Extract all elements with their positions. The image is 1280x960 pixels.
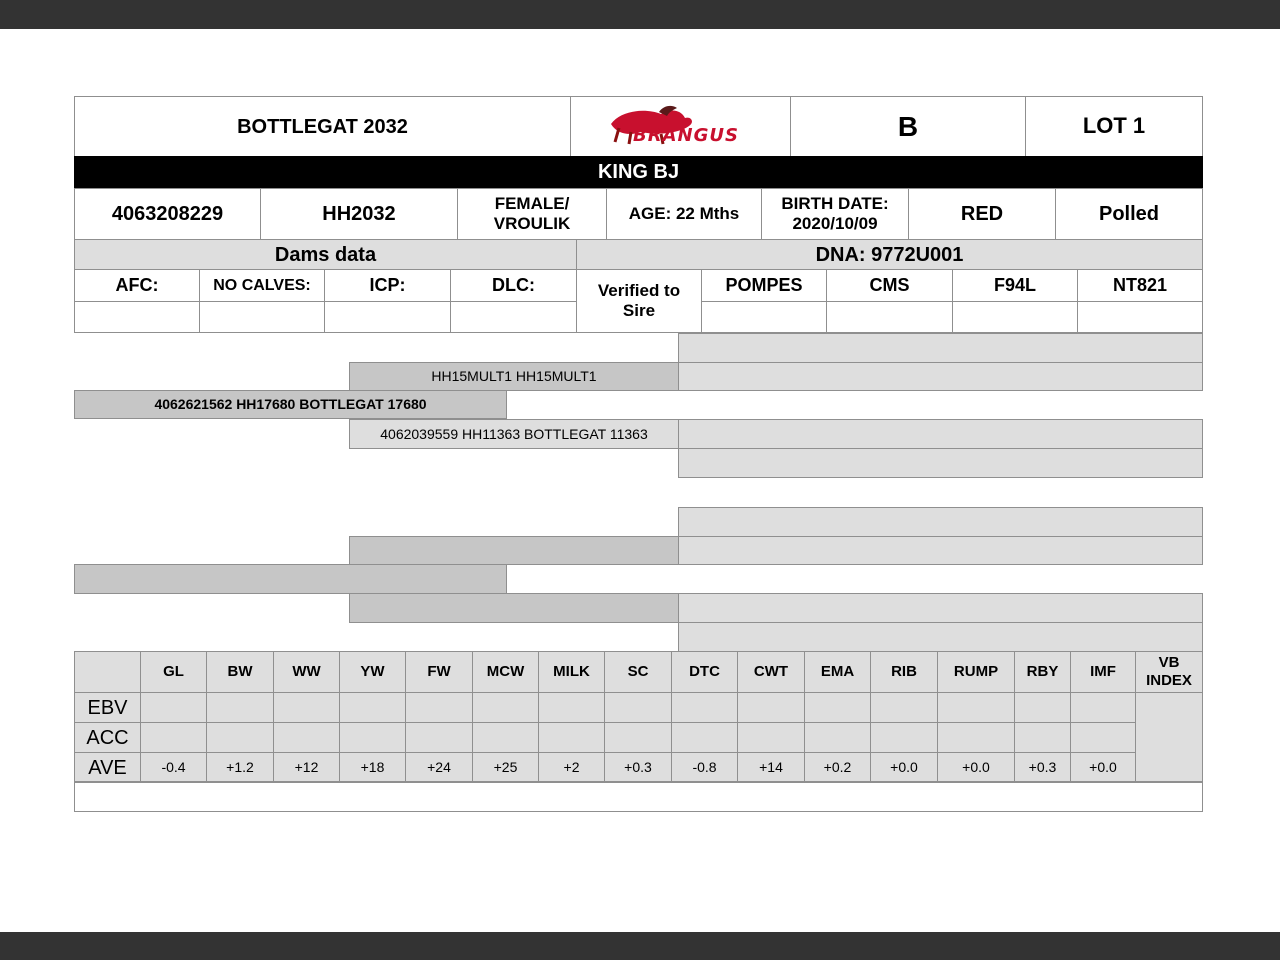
ebv-ave-yw: +18 [339,752,406,783]
ebv-ave-rump: +0.0 [937,752,1015,783]
ebv-ave-rby: +0.3 [1014,752,1071,783]
animal-name: BOTTLEGAT 2032 [74,96,571,157]
ebv-ave-rib: +0.0 [870,752,938,783]
ebv-header-milk: MILK [538,651,605,693]
class-letter: B [790,96,1026,157]
vb-index-line1: VB [1158,654,1180,671]
pedigree-dds [678,593,1203,623]
ebv-header-corner [74,651,141,693]
verified-line2: Sire [622,301,656,320]
ebv-ebv-ww [273,692,340,723]
vb-index-value [1135,692,1203,783]
ebv-ebv-rby [1014,692,1071,723]
ebv-ebv-sc [604,692,672,723]
ebv-acc-imf [1070,722,1136,753]
birth-date-label: BIRTH DATE: [781,193,889,213]
ebv-table-footer [74,781,1203,812]
animal-title: KING BJ [74,156,1203,188]
ebv-header-bw: BW [206,651,274,693]
dlc-value [450,301,577,333]
ebv-acc-rump [937,722,1015,753]
dna-header: DNA: 9772U001 [576,239,1203,270]
ebv-header-vb-index [1135,651,1203,693]
pedigree-dss [678,507,1203,537]
age: AGE: 22 Mths [606,188,762,240]
ebv-header-ww: WW [273,651,340,693]
ebv-header-mcw: MCW [472,651,539,693]
ebv-ave-dtc: -0.8 [671,752,738,783]
ebv-header-ema: EMA [804,651,871,693]
verified-to-sire [576,269,702,333]
ebv-row-label-ave: AVE [74,752,141,783]
ebv-ebv-rib [870,692,938,723]
bottom-bar [0,932,1280,960]
ebv-ave-gl: -0.4 [140,752,207,783]
vb-index-line2: INDEX [1146,672,1192,689]
icp-value [324,301,451,333]
brangus-logo [570,96,791,157]
ebv-ebv-imf [1070,692,1136,723]
f94l-value [952,301,1078,333]
nt821-label: NT821 [1077,269,1203,302]
ebv-ebv-ema [804,692,871,723]
ebv-header-fw: FW [405,651,473,693]
pedigree-dam-dam [349,593,679,623]
ebv-acc-gl [140,722,207,753]
sex-cell [457,188,607,240]
sex-line2: VROULIK [493,214,571,233]
ebv-header-rby: RBY [1014,651,1071,693]
lot-number: LOT 1 [1025,96,1203,157]
ebv-header-sc: SC [604,651,672,693]
ebv-ave-cwt: +14 [737,752,805,783]
ebv-acc-yw [339,722,406,753]
sex-line1: FEMALE/ [494,193,570,213]
ebv-header-imf: IMF [1070,651,1136,693]
pompes-label: POMPES [701,269,827,302]
ebv-acc-bw [206,722,274,753]
pedigree-sds [678,419,1203,449]
ebv-header-rump: RUMP [937,651,1015,693]
icp-label: ICP: [324,269,451,302]
ebv-header-yw: YW [339,651,406,693]
afc-value [74,301,200,333]
ebv-header-rib: RIB [870,651,938,693]
pedigree-dam [74,564,507,594]
ebv-ebv-bw [206,692,274,723]
ebv-row-label-ebv: EBV [74,692,141,723]
herd-number: HH2032 [260,188,458,240]
horn-status: Polled [1055,188,1203,240]
ebv-acc-ww [273,722,340,753]
pedigree-sdd [678,448,1203,478]
ebv-ave-milk: +2 [538,752,605,783]
ebv-ebv-dtc [671,692,738,723]
ebv-acc-rib [870,722,938,753]
ebv-acc-rby [1014,722,1071,753]
ebv-ebv-mcw [472,692,539,723]
ebv-ave-bw: +1.2 [206,752,274,783]
ebv-header-gl: GL [140,651,207,693]
ebv-acc-milk [538,722,605,753]
colour: RED [908,188,1056,240]
ebv-acc-sc [604,722,672,753]
dlc-label: DLC: [450,269,577,302]
pedigree-ssd [678,362,1203,391]
pedigree-ddd [678,622,1203,652]
pedigree-sire-sire: HH15MULT1 HH15MULT1 [349,362,679,391]
ebv-ave-ema: +0.2 [804,752,871,783]
nt821-value [1077,301,1203,333]
ebv-ave-imf: +0.0 [1070,752,1136,783]
verified-line1: Verified to [597,280,681,300]
cms-label: CMS [826,269,953,302]
ebv-ebv-yw [339,692,406,723]
pedigree-sire-dam: 4062039559 HH11363 BOTTLEGAT 11363 [349,419,679,449]
dams-data-header: Dams data [74,239,577,270]
birth-date-value: 2020/10/09 [792,214,878,233]
birth-date-cell [761,188,909,240]
ebv-acc-ema [804,722,871,753]
afc-label: AFC: [74,269,200,302]
animal-id: 4063208229 [74,188,261,240]
top-bar [0,0,1280,29]
ebv-acc-cwt [737,722,805,753]
ebv-ebv-milk [538,692,605,723]
logo-text: BRANGUS [633,125,739,146]
ebv-ebv-rump [937,692,1015,723]
ebv-ebv-gl [140,692,207,723]
f94l-label: F94L [952,269,1078,302]
ebv-header-cwt: CWT [737,651,805,693]
ebv-ave-fw: +24 [405,752,473,783]
ebv-acc-mcw [472,722,539,753]
ebv-row-label-acc: ACC [74,722,141,753]
ebv-acc-fw [405,722,473,753]
ebv-ave-sc: +0.3 [604,752,672,783]
ebv-acc-dtc [671,722,738,753]
no-calves-value [199,301,325,333]
pedigree-sire: 4062621562 HH17680 BOTTLEGAT 17680 [74,390,507,419]
ebv-ave-mcw: +25 [472,752,539,783]
ebv-ebv-cwt [737,692,805,723]
cms-value [826,301,953,333]
pedigree-sss [678,333,1203,363]
ebv-ave-ww: +12 [273,752,340,783]
pedigree-dsd [678,536,1203,565]
no-calves-label: NO CALVES: [199,269,325,302]
pedigree-dam-sire [349,536,679,565]
pompes-value [701,301,827,333]
ebv-ebv-fw [405,692,473,723]
ebv-header-dtc: DTC [671,651,738,693]
